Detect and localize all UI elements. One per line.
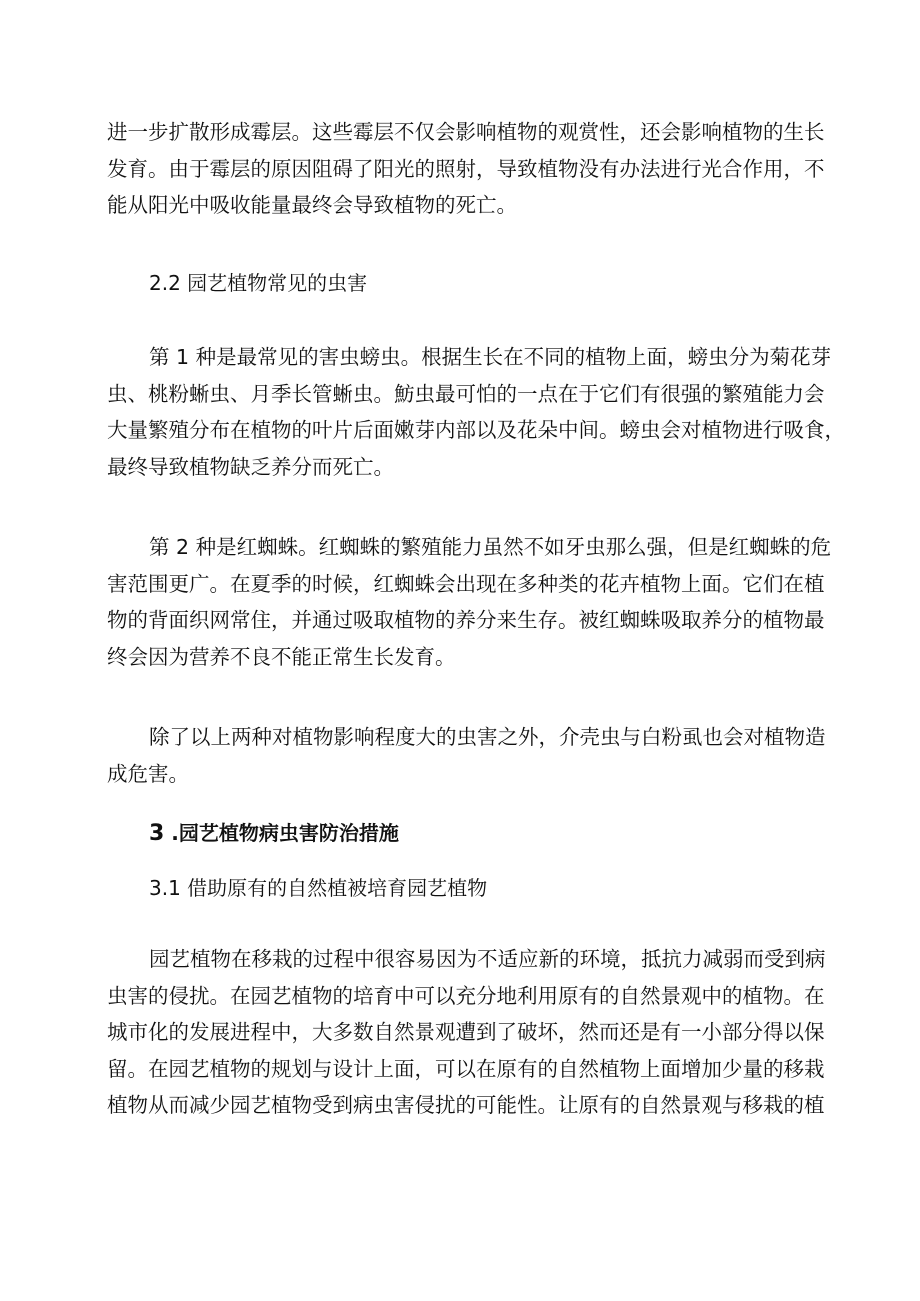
section-heading-2-2: 2.2 园艺植物常见的虫害	[149, 271, 368, 295]
text-line: 最终导致植物缺乏养分而死亡。	[107, 454, 394, 479]
section-heading-3-1: 3.1 借助原有的自然植被培育园艺植物	[149, 876, 488, 900]
text-line: 园艺植物在移栽的过程中很容易因为不适应新的环境，抵抗力减弱而受到病	[149, 947, 826, 971]
text-line: 除了以上两种对植物影响程度大的虫害之外，介壳虫与白粉虱也会对植物造	[149, 725, 826, 749]
text-line: 虫害的侵扰。在园艺植物的培育中可以充分地利用原有的自然景观中的植物。在	[107, 983, 825, 1008]
paragraph-natural-vegetation	[107, 941, 827, 1124]
text-line: 能从阳光中吸收能量最终会导致植物的死亡。	[107, 193, 517, 217]
text-line: 发育。由于霉层的原因阻碍了阳光的照射，导致植物没有办法进行光合作用，不	[107, 156, 825, 181]
text-line: 第 1 种是最常见的害虫螃虫。根据生长在不同的植物上面，螃虫分为菊花芽	[149, 345, 832, 369]
text-line: 城市化的发展进程中，大多数自然景观遭到了破坏，然而还是有一小部分得以保	[107, 1020, 825, 1044]
section-title: .园艺植物病虫害防治措施	[164, 821, 399, 845]
text-line: 第 2 种是红蜘蛛。红蜘蛛的繁殖能力虽然不如牙虫那么强，但是红蜘蛛的危	[149, 535, 832, 559]
text-line: 植物从而减少园艺植物受到病虫害侵扰的可能性。让原有的自然景观与移栽的植	[107, 1093, 825, 1117]
text-line: 害范围更广。在夏季的时候，红蜘蛛会出现在多种类的花卉植物上面。它们在植	[107, 571, 825, 596]
paragraph-other-pests	[107, 719, 827, 792]
paragraph-red-spider	[107, 529, 832, 675]
section-number: 3	[149, 821, 165, 846]
text-line: 终会因为营养不良不能正常生长发育。	[107, 644, 456, 669]
paragraph-aphids	[107, 339, 845, 485]
text-line: 物的背面织网常住，并通过吸取植物的养分来生存。被红蜘蛛吸取养分的植物最	[107, 608, 825, 632]
text-line: 留。在园艺植物的规划与设计上面，可以在原有的自然植物上面增加少量的移栽	[107, 1056, 825, 1081]
paragraph-mold-effects	[107, 114, 827, 224]
section-heading-3	[149, 818, 399, 849]
text-line: 大量繁殖分布在植物的叶片后面嫩芽内部以及花朵中间。螃虫会对植物进行吸食，	[107, 418, 845, 442]
text-line: 成危害。	[107, 761, 189, 786]
text-line: 进一步扩散形成霉层。这些霉层不仅会影响植物的观赏性，还会影响植物的生长	[107, 120, 825, 144]
text-line: 虫、桃粉蜥虫、月季长管蜥虫。魴虫最可怕的一点在于它们有很强的繁殖能力会	[107, 381, 825, 406]
